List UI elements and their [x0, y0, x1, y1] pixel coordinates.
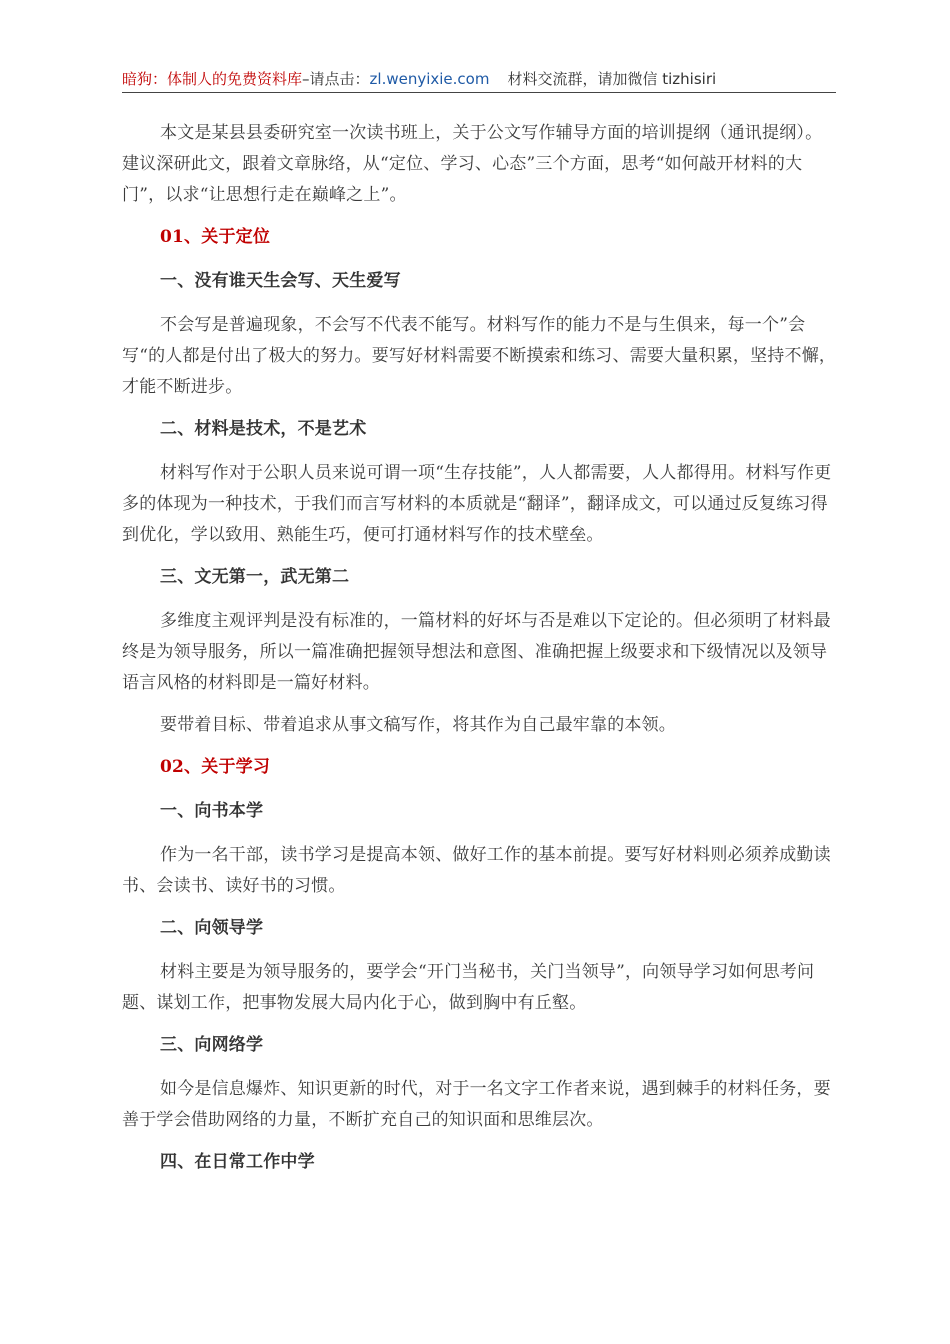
- paragraph: 多维度主观评判是没有标准的，一篇材料的好坏与否是难以下定论的。但必须明了材料最终是为领导服务，所以一篇准确把握领导想法和意图、准确把握上级要求和下级情况以及领导语言风格的材料即是一篇好材料。: [122, 611, 831, 693]
- subheading: 一、向书本学: [160, 801, 264, 821]
- subheading: 四、在日常工作中学: [160, 1152, 315, 1172]
- paragraph: 材料写作对于公职人员来说可谓一项“生存技能”，人人都需要，人人都得用。材料写作更多的体现为一种技术，于我们而言写材料的本质就是“翻译”，翻译成文，可以通过反复练习得到优化，学以致用、熟能生巧，便可打通材料写作的技术壁垒。: [122, 463, 832, 545]
- section-heading-positioning: 01、关于定位: [160, 227, 271, 247]
- subheading: 三、向网络学: [160, 1035, 264, 1055]
- paragraph: 要带着目标、带着追求从事文稿写作，将其作为自己最牢靠的本领。: [160, 715, 676, 735]
- header-url-link[interactable]: zl.wenyixie.com: [369, 70, 490, 88]
- subheading: 二、向领导学: [160, 918, 264, 938]
- paragraph: 如今是信息爆炸、知识更新的时代，对于一名文字工作者来说，遇到棘手的材料任务，要善于学会借助网络的力量，不断扩充自己的知识面和思维层次。: [122, 1079, 831, 1130]
- subheading: 三、文无第一，武无第二: [160, 567, 350, 587]
- document-body: [122, 118, 838, 1191]
- paragraph: 不会写是普遍现象，不会写不代表不能写。材料写作的能力不是与生俱来，每一个”会写“的人都是付出了极大的努力。要写好材料需要不断摸索和练习、需要大量积累，坚持不懈，才能不断进步。: [122, 315, 837, 397]
- subheading: 二、材料是技术，不是艺术: [160, 419, 367, 439]
- header-wechat-note: 材料交流群，请加微信 tizhisiri: [507, 70, 717, 88]
- header-click-prefix: –请点击：: [302, 70, 370, 88]
- paragraph: 材料主要是为领导服务的，要学会“开门当秘书，关门当领导”，向领导学习如何思考问题、谋划工作，把事物发展大局内化于心，做到胸中有丘壑。: [122, 962, 815, 1013]
- section-heading-learning: 02、关于学习: [160, 757, 271, 777]
- subheading: 一、没有谁天生会写、天生爱写: [160, 271, 401, 291]
- intro-paragraph: 本文是某县县委研究室一次读书班上，关于公文写作辅导方面的培训提纲（通讯提纲）。建议深研此文，跟着文章脉络，从“定位、学习、心态”三个方面，思考“如何敲开材料的大门”，以求“让思想行走在巅峰之上”。: [122, 123, 823, 205]
- header-brand: 暗狗：体制人的免费资料库: [122, 70, 303, 88]
- page-header: [122, 66, 836, 93]
- paragraph: 作为一名干部，读书学习是提高本领、做好工作的基本前提。要写好材料则必须养成勤读书、会读书、读好书的习惯。: [122, 845, 831, 896]
